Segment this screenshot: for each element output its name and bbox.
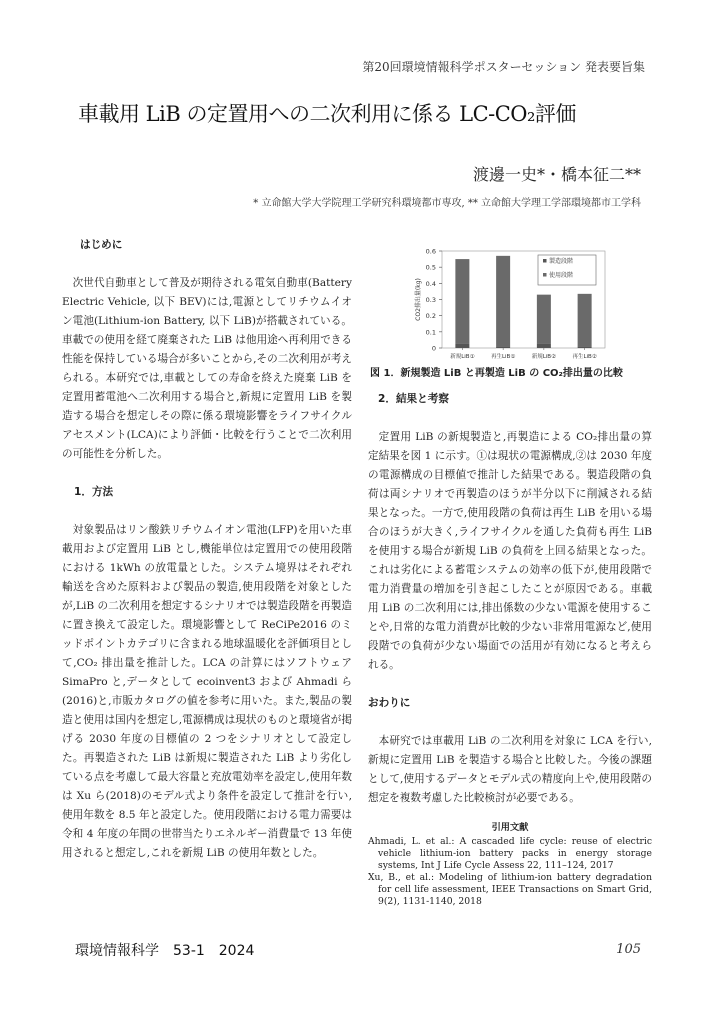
reference-item: Xu, B., et al.: Modeling of lithium-ion battery degradation for cell life assessment, IEEE Transactions on Smart Grid, 9(2), 1131-1140, 2018	[368, 872, 652, 907]
proceedings-header: 第20回環境情報科学ポスターセッション 発表要旨集	[362, 60, 645, 74]
conclusion-heading: おわりに	[368, 697, 411, 709]
y-tick-label: 0.4	[425, 279, 436, 288]
bar-use	[455, 259, 469, 344]
intro-text: 次世代自動車として普及が期待される電気自動車(Battery Electric Vehicle, 以下 BEV)には,電源としてリチウムイオン電池(Lithium-ion Battery, 以下 LiB)が搭載されている。車載での使用を経て廃棄された LiB は他用途へ再利用できる性能を保持している場合が多いことから,その二次利用が考えられる。本研究では,車載としての寿命を終えた廃棄 LiB を定置用蓄電池へ二次利用する場合と,新規に定置用 LiB を製造する場合を想定しその際に係る環境影響をライフサイクルアセスメント(LCA)により評価・比較を行うことで二次利用の可能性を分析した。	[62, 277, 352, 460]
page-number: 105	[616, 942, 641, 957]
conclusion-text: 本研究では車載用 LiB の二次利用を対象に LCA を行い,新規に定置用 LiB を製造する場合と比較した。今後の課題として,使用するデータとモデル式の精度向上や,使用段階の想定を複数考慮した比較検討が必要である。	[368, 735, 652, 804]
y-axis-label: CO2排出量(kg)	[415, 278, 422, 321]
bar-use	[496, 256, 510, 347]
legend-label: 製造段階	[549, 258, 574, 265]
authors: 渡邊一史*・橋本征二**	[472, 165, 641, 184]
x-tick-label: 新規LiB①	[450, 354, 475, 360]
results-text: 定置用 LiB の新規製造と,再製造による CO₂排出量の算定結果を図 1 に示す。①は現状の電源構成,②は 2030 年度の電源構成の目標値で推計した結果である。製造段階の負荷は両シナリオで再製造のほうが半分以下に削減される結果となった。一方で,使用段階の負荷は再生 LiB を用いる場合のほうが大きく,ライフサイクルを通した負荷も再生 LiB を使用する場合が新規 LiB の負荷を上回る結果となった。これは劣化による蓄電システムの効率の低下が,使用段階で電力消費量の増加を引き起こしたことが原因である。車載用 LiB の二次利用には,排出係数の少ない電源を使用することや,日常的な電力消費が比較的少ない非常用電源など,使用段階での負荷が少ない場面での活用が有効になると考えられる。	[368, 431, 652, 671]
y-tick-label: 0	[431, 344, 436, 353]
figure-caption: 図 1．新規製造 LiB と再製造 LiB の CO₂排出量の比較	[370, 368, 623, 379]
legend-label: 使用段階	[549, 272, 574, 279]
y-tick-label: 0.6	[425, 247, 436, 256]
y-tick-label: 0.5	[425, 263, 436, 272]
x-tick-label: 新規LiB②	[531, 354, 557, 360]
y-tick-label: 0.1	[425, 328, 436, 337]
bar-use	[578, 294, 592, 347]
references-title: 引用文献	[491, 822, 529, 833]
intro-heading: はじめに	[80, 239, 123, 251]
legend-swatch	[543, 273, 547, 277]
references	[368, 822, 652, 908]
legend-swatch	[543, 259, 547, 263]
reference-item: Ahmadi, L. et al.: A cascaded life cycle: reuse of electric vehicle lithium-ion battery packs in energy storage systems, Int J Life Cycle Assess 22, 111–124, 2017	[368, 836, 652, 871]
bar-manufacturing	[578, 346, 592, 348]
y-tick-label: 0.3	[425, 296, 436, 304]
x-tick-label: 再生LiB②	[572, 354, 597, 360]
results-heading: 2．結果と考察	[378, 393, 449, 405]
method-heading: 1．方法	[74, 486, 114, 498]
bar-use	[537, 295, 551, 344]
right-column	[368, 390, 652, 908]
x-tick-label: 再生LiB①	[490, 354, 516, 360]
method-text: 対象製品はリン酸鉄リチウムイオン電池(LFP)を用いた車載用および定置用 LiB とし,機能単位は定置用での使用段階における 1kWh の放電量とした。システム境界はそれぞれ輸送を含めた原料および製品の製造,使用段階を対象としたが,LiB の二次利用を想定するシナリオでは製造段階を再製造に置き換えて設定した。環境影響として ReCiPe2016 のミッドポイントカテゴリに含まれる地球温暖化を評価項目として,CO₂ 排出量を推計した。LCA の計算にはソフトウェア SimaPro と,データとして ecoinvent3 および Ahmadi ら(2016)と,市販カタログの値を参考に用いた。また,製品の製造と使用は国内を想定し,電源構成は現状のものと環境省が掲げる 2030 年度の目標値の 2 つをシナリオとして設定した。再製造された LiB は新規に製造された LiB より劣化している点を考慮して最大容量と充放電効率を設定し,使用年数は Xu ら(2018)のモデル式より条件を設定して推計を行い,使用年数を 8.5 年と設定した。使用段階における電力需要は令和 4 年度の年間の世帯当たりエネルギー消費量で 13 年使用されると想定し,これを新規 LiB の使用年数とした。	[62, 524, 352, 859]
paper-title: 車載用 LiB の定置用への二次利用に係る LC-CO₂評価	[78, 102, 576, 126]
bar-manufacturing	[455, 344, 469, 348]
bar-manufacturing	[537, 344, 551, 348]
affiliations: * 立命館大学大学院理工学研究科環境都市専攻, ** 立命館大学理工学部環境都市工学科	[253, 198, 641, 209]
journal-footer: 環境情報科学 53-1 2024	[75, 943, 255, 959]
y-tick-label: 0.2	[425, 312, 436, 321]
left-column	[62, 236, 352, 863]
co2-chart	[400, 243, 620, 363]
bar-manufacturing	[496, 346, 510, 348]
